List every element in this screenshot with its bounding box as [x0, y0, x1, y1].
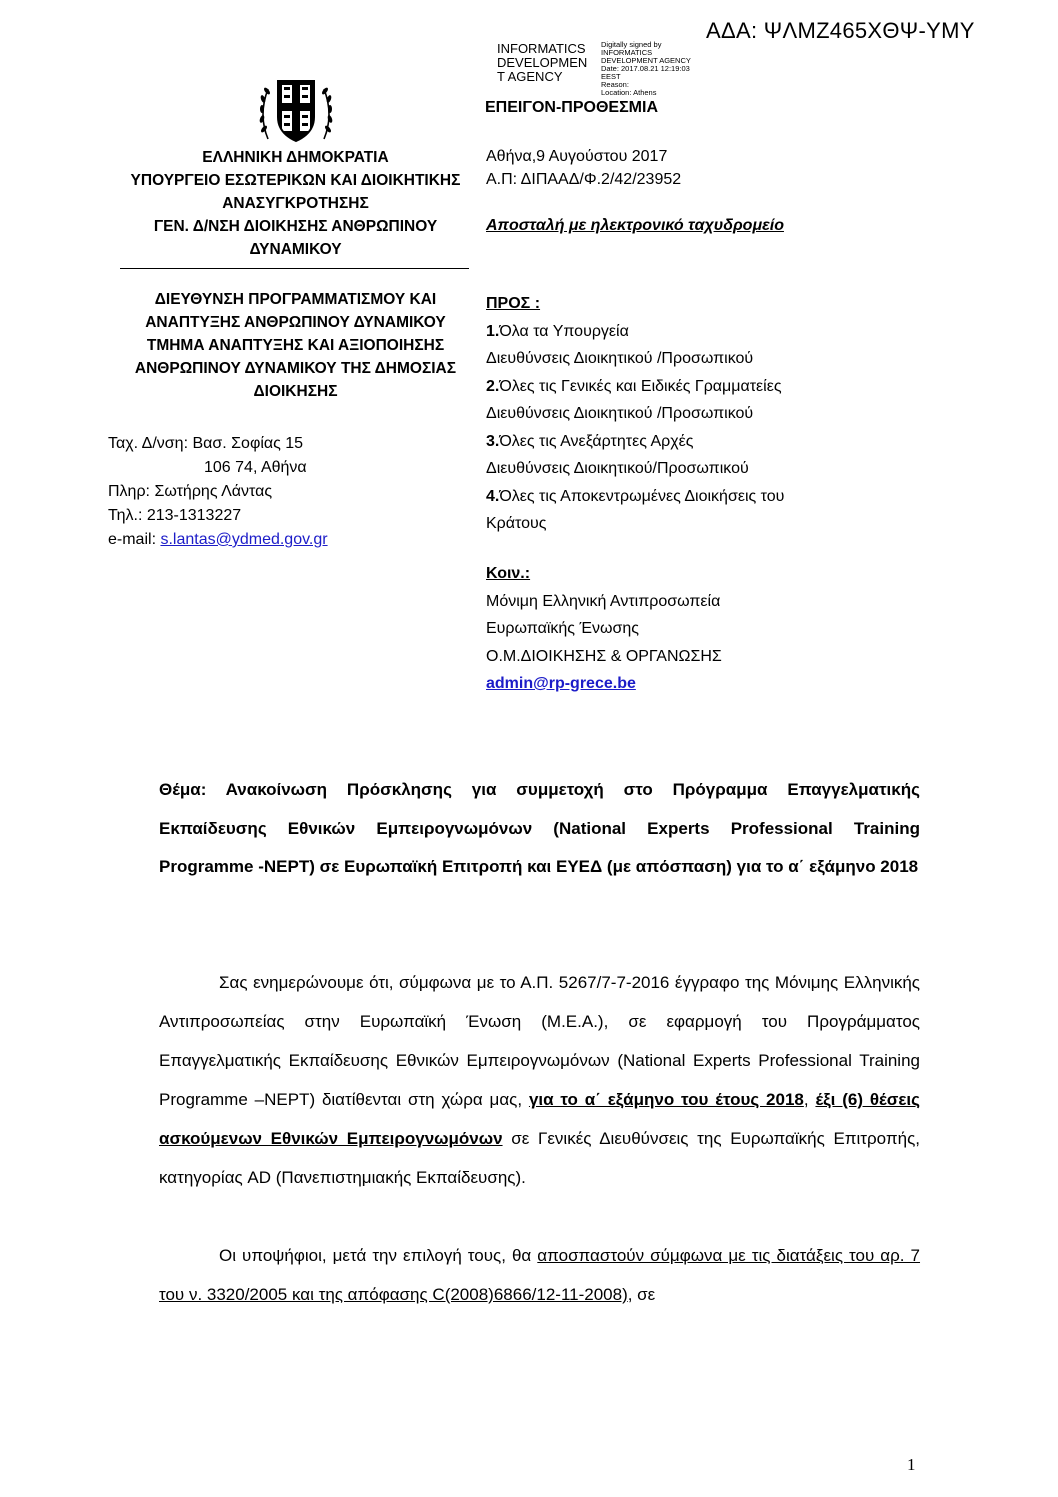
header-line: ΑΝΑΣΥΓΚΡΟΤΗΣΗΣ: [222, 195, 369, 212]
recipient-sub: Διευθύνσεις Διοικητικού/Προσωπικού: [486, 460, 749, 477]
paragraph-text: σε Γενικές Διευθύνσεις της Ευρωπαϊκής Επιτροπής, κατηγορίας AD (Πανεπιστημιακής Εκπαίδευσης).: [159, 1129, 920, 1187]
separator: ,: [803, 1090, 816, 1109]
recipient-item: [486, 428, 784, 456]
sent-via-email: Αποσταλή με ηλεκτρονικό ταχυδρομείο: [486, 217, 784, 234]
dept-line: ΔΙΟΙΚΗΣΗΣ: [253, 383, 338, 400]
body-paragraph: [159, 1236, 920, 1314]
contact-block: [108, 432, 328, 552]
dept-line: ΑΝΑΠΤΥΞΗΣ ΑΝΘΡΩΠΙΝΟΥ ΔΥΝΑΜΙΚΟΥ: [145, 314, 446, 331]
recipient-name: Όλες τις Γενικές και Ειδικές Γραμματείες: [499, 377, 782, 395]
email-link[interactable]: s.lantas@ydmed.gov.gr: [160, 531, 328, 548]
signature-meta-line: Reason:: [601, 80, 629, 89]
recipient-number: 2.: [486, 377, 500, 395]
protocol-number: Α.Π: ΔΙΠΑΑΔ/Φ.2/42/23952: [486, 171, 682, 188]
signature-meta-line: DEVELOPMENT AGENCY: [601, 56, 691, 65]
cc-block: [486, 560, 722, 698]
header-line: ΕΛΛΗΝΙΚΗ ΔΗΜΟΚΡΑΤΙΑ: [202, 149, 389, 166]
header-line: ΓΕΝ. Δ/ΝΣΗ ΔΙΟΙΚΗΣΗΣ ΑΝΘΡΩΠΙΝΟΥ: [153, 218, 438, 235]
date-block: [486, 145, 681, 191]
signature-org-line: T AGENCY: [497, 69, 563, 84]
address-line: Ταχ. Δ/νση: Βασ. Σοφίας 15: [108, 435, 304, 452]
recipients-block: [486, 290, 784, 538]
greek-coat-of-arms-icon: [254, 69, 338, 151]
recipients-heading: ΠΡΟΣ :: [486, 295, 541, 312]
recipient-name: Όλες τις Ανεξάρτητες Αρχές: [499, 432, 694, 450]
recipient-number: 1.: [486, 322, 500, 340]
signature-meta-line: Digitally signed by: [601, 40, 662, 49]
recipient-number: 3.: [486, 432, 500, 450]
recipient-name: Όλα τα Υπουργεία: [499, 322, 629, 340]
issuer-header: [118, 146, 473, 261]
dept-line: ΤΜΗΜΑ ΑΝΑΠΤΥΞΗΣ ΚΑΙ ΑΞΙΟΠΟΙΗΣΗΣ: [146, 337, 445, 354]
recipient-item: [486, 483, 784, 511]
department-header: [118, 288, 473, 403]
emphasis-positions: έξι (6) θέσεις ασκούμενων Εθνικών Εμπειρογνωμόνων: [159, 1090, 920, 1148]
signature-organization: [497, 42, 587, 84]
dept-line: ΔΙΕΥΘΥΝΣΗ ΠΡΟΓΡΑΜΜΑΤΙΣΜΟΥ ΚΑΙ: [154, 291, 437, 308]
recipient-item: [486, 318, 784, 346]
recipient-item: [486, 373, 784, 401]
signature-meta-line: INFORMATICS: [601, 48, 653, 57]
emphasis-secondment: αποσπαστούν σύμφωνα με τις διατάξεις του αρ. 7 του ν. 3320/2005 και της απόφασης C(2008)6866/12-11-2008): [159, 1246, 921, 1304]
recipient-name: Όλες τις Αποκεντρωμένες Διοικήσεις του: [499, 487, 785, 505]
urgency-label: ΕΠΕΙΓΟΝ-ΠΡΟΘΕΣΜΙΑ: [485, 99, 659, 116]
contact-email-row: [108, 528, 328, 552]
header-line: ΥΠΟΥΡΓΕΙΟ ΕΣΩΤΕΡΙΚΩΝ ΚΑΙ ΔΙΟΙΚΗΤΙΚΗΣ: [130, 172, 461, 189]
recipient-sub: Διευθύνσεις Διοικητικού /Προσωπικού: [486, 405, 754, 422]
signature-meta-line: EEST: [601, 72, 621, 81]
ada-code: ΑΔΑ: ΨΛΜΖ465ΧΘΨ-ΥΜΥ: [706, 18, 975, 43]
signature-meta-line: Date: 2017.08.21 12:19:03: [601, 64, 690, 73]
header-line: ΔΥΝΑΜΙΚΟΥ: [249, 241, 342, 258]
cc-email-link[interactable]: admin@rp-grece.be: [486, 675, 636, 692]
subject: Θέμα: Ανακοίνωση Πρόσκλησης για συμμετοχή στο Πρόγραμμα Επαγγελματικής Εκπαίδευσης Εθνικών Εμπειρογνωμόνων (National Experts Professional Training Programme -NEPT) σε Ευρωπαϊκή Επιτροπή και ΕΥΕΔ (με απόσπαση) για το α΄ εξάμηνο 2018: [159, 780, 920, 876]
email-label: e-mail:: [108, 531, 161, 548]
page-number: 1: [907, 1455, 916, 1474]
address-city: 106 74, Αθήνα: [204, 459, 307, 476]
recipient-sub: Κράτους: [486, 515, 547, 532]
cc-line: Ο.Μ.ΔΙΟΙΚΗΣΗΣ & ΟΡΓΑΝΩΣΗΣ: [486, 647, 722, 665]
paragraph-text: Οι υποψήφιοι, μετά την επιλογή τους, θα: [219, 1246, 538, 1265]
signature-org-line: DEVELOPMEN: [497, 55, 588, 70]
recipient-sub: Διευθύνσεις Διοικητικού /Προσωπικού: [486, 350, 754, 367]
paragraph-text: , σε: [627, 1285, 656, 1304]
contact-phone: Τηλ.: 213-1313227: [108, 507, 242, 524]
paragraph-text: Σας ενημερώνουμε ότι, σύμφωνα με το Α.Π. 5267/7-7-2016 έγγραφο της Μόνιμης Ελληνικής Αντιπροσωπείας στην Ευρωπαϊκή Ένωση (Μ.Ε.Α.), σε εφαρμογή του Προγράμματος Επαγγελματικής Εκπαίδευσης Εθνικών Εμπειρογνωμόνων (National Experts Professional Training Programme –NEPT) διατίθενται στη χώρα μας,: [159, 973, 920, 1109]
contact-person: Πληρ: Σωτήρης Λάντας: [108, 483, 273, 500]
emphasis-semester: για το α΄ εξάμηνο του έτους 2018: [528, 1090, 804, 1109]
header-divider: [120, 268, 469, 269]
document-date: Αθήνα,9 Αυγούστου 2017: [486, 148, 668, 165]
body-paragraph: [159, 963, 920, 1197]
recipient-number: 4.: [486, 487, 500, 505]
cc-line: Ευρωπαϊκής Ένωσης: [486, 620, 639, 637]
cc-line: Μόνιμη Ελληνική Αντιπροσωπεία: [486, 592, 721, 610]
signature-meta-line: Location: Athens: [601, 88, 657, 97]
dept-line: ΑΝΘΡΩΠΙΝΟΥ ΔΥΝΑΜΙΚΟΥ ΤΗΣ ΔΗΜΟΣΙΑΣ: [134, 360, 457, 377]
signature-org-line: INFORMATICS: [497, 41, 586, 56]
signature-details: [601, 41, 691, 97]
cc-heading: Κοιν.:: [486, 565, 531, 582]
